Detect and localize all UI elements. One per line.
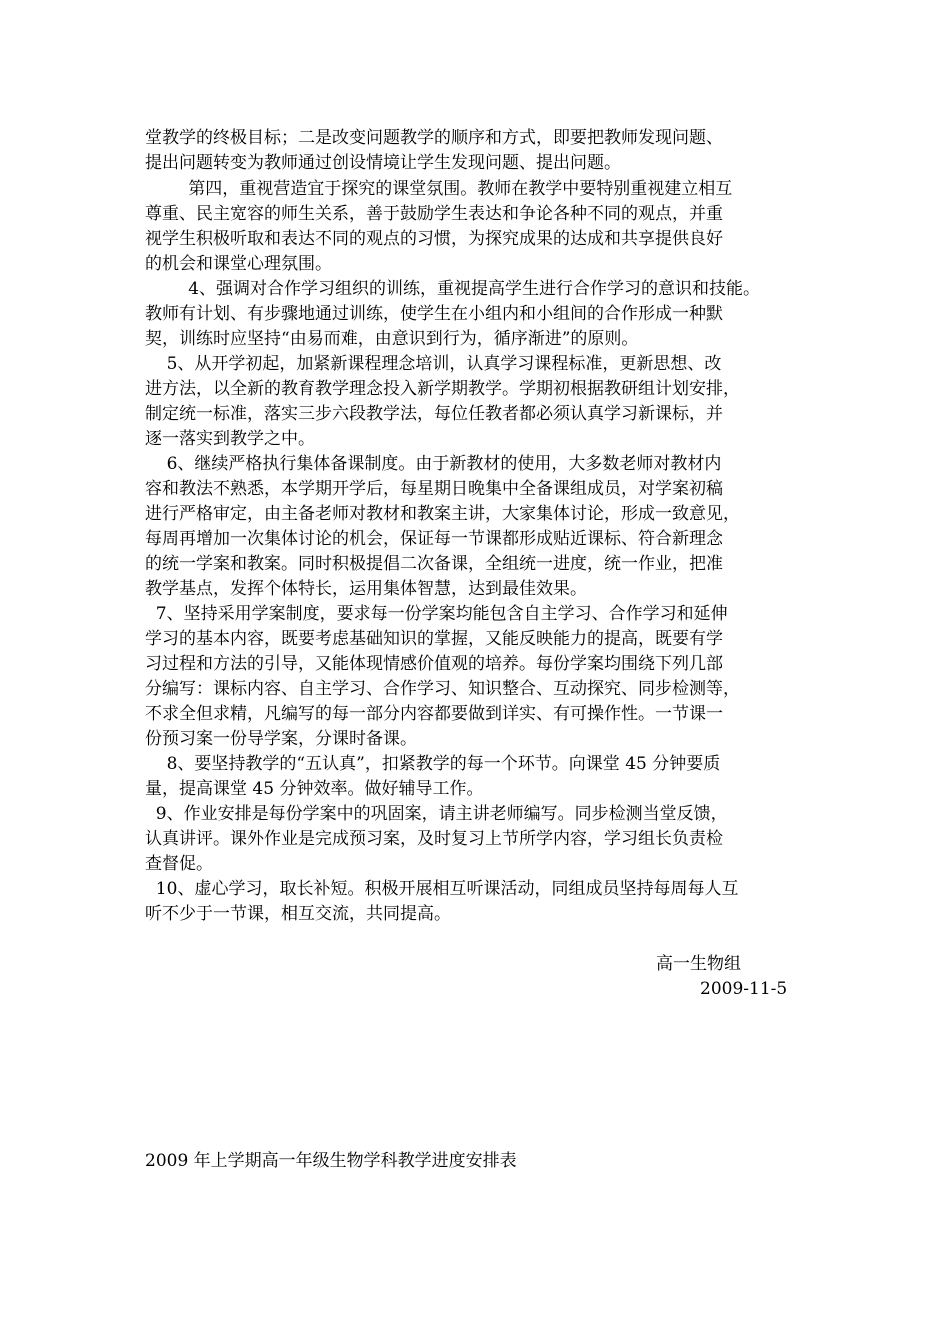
text-line: 份预习案一份导学案，分课时备课。 — [145, 729, 417, 749]
text-line: 9、作业安排是每份学案中的巩固案，请主讲老师编写。同步检测当堂反馈， — [145, 804, 728, 824]
text-line: 量，提高课堂 45 分钟效率。做好辅导工作。 — [145, 779, 484, 799]
signature-group: 高一生物组 — [656, 954, 741, 974]
text-line: 7、坚持采用学案制度，要求每一份学案均能包含自主学习、合作学习和延伸 — [145, 604, 728, 624]
text-line: 认真讲评。课外作业是完成预习案，及时复习上节所学内容，学习组长负责检 — [145, 829, 723, 849]
text-line: 分编写：课标内容、自主学习、合作学习、知识整合、互动探究、同步检测等， — [145, 679, 740, 699]
text-line: 每周再增加一次集体讨论的机会，保证每一节课都形成贴近课标、符合新理念 — [145, 529, 723, 549]
text-line: 的机会和课堂心理氛围。 — [145, 254, 332, 274]
text-line: 不求全但求精，凡编写的每一部分内容都要做到详实、有可操作性。一节课一 — [145, 704, 723, 724]
text-line: 查督促。 — [145, 854, 213, 874]
text-line: 契，训练时应坚持“由易而难，由意识到行为，循序渐进”的原则。 — [145, 329, 639, 349]
text-line: 习过程和方法的引导，又能体现情感价值观的培养。每份学案均围绕下列几部 — [145, 654, 723, 674]
text-line: 视学生积极听取和表达不同的观点的习惯，为探究成果的达成和共享提供良好 — [145, 229, 723, 249]
text-line: 第四，重视营造宜于探究的课堂氛围。教师在教学中要特别重视建立相互 — [145, 179, 733, 199]
text-line: 听不少于一节课，相互交流，共同提高。 — [145, 904, 451, 924]
text-line: 教学基点，发挥个体特长，运用集体智慧，达到最佳效果。 — [145, 579, 587, 599]
text-line: 逐一落实到教学之中。 — [145, 429, 315, 449]
text-line: 学习的基本内容，既要考虑基础知识的掌握，又能反映能力的提高，既要有学 — [145, 629, 723, 649]
signature-date: 2009-11-5 — [700, 979, 788, 999]
text-line: 提出问题转变为教师通过创设情境让学生发现问题、提出问题。 — [145, 153, 621, 173]
text-line: 教师有计划、有步骤地通过训练，使学生在小组内和小组间的合作形成一种默 — [145, 304, 723, 324]
text-line: 8、要坚持教学的“五认真”，扣紧教学的每一个环节。向课堂 45 分钟要质 — [145, 754, 721, 774]
text-line: 6、继续严格执行集体备课制度。由于新教材的使用，大多数老师对教材内 — [145, 454, 722, 474]
text-line: 制定统一标准，落实三步六段教学法，每位任教者都必须认真学习新课标，并 — [145, 404, 723, 424]
text-line: 进方法，以全新的教育教学理念投入新学期教学。学期初根据教研组计划安排， — [145, 379, 740, 399]
text-line: 堂教学的终极目标；二是改变问题教学的顺序和方式，即要把教师发现问题、 — [145, 128, 723, 148]
text-line: 容和教法不熟悉，本学期开学后，每星期日晚集中全备课组成员，对学案初稿 — [145, 479, 723, 499]
text-line: 尊重、民主宽容的师生关系，善于鼓励学生表达和争论各种不同的观点，并重 — [145, 204, 723, 224]
text-line: 的统一学案和教案。同时积极提倡二次备课，全组统一进度，统一作业，把准 — [145, 554, 723, 574]
text-line: 10、虚心学习，取长补短。积极开展相互听课活动，同组成员坚持每周每人互 — [145, 879, 739, 899]
text-line: 5、从开学初起，加紧新课程理念培训，认真学习课程标准，更新思想、改 — [145, 354, 722, 374]
next-section-title: 2009 年上学期高一年级生物学科教学进度安排表 — [145, 1151, 517, 1171]
text-line: 进行严格审定，由主备老师对教材和教案主讲，大家集体讨论，形成一致意见， — [145, 504, 740, 524]
text-line: 4、强调对合作学习组织的训练，重视提高学生进行合作学习的意识和技能。 — [145, 279, 761, 299]
